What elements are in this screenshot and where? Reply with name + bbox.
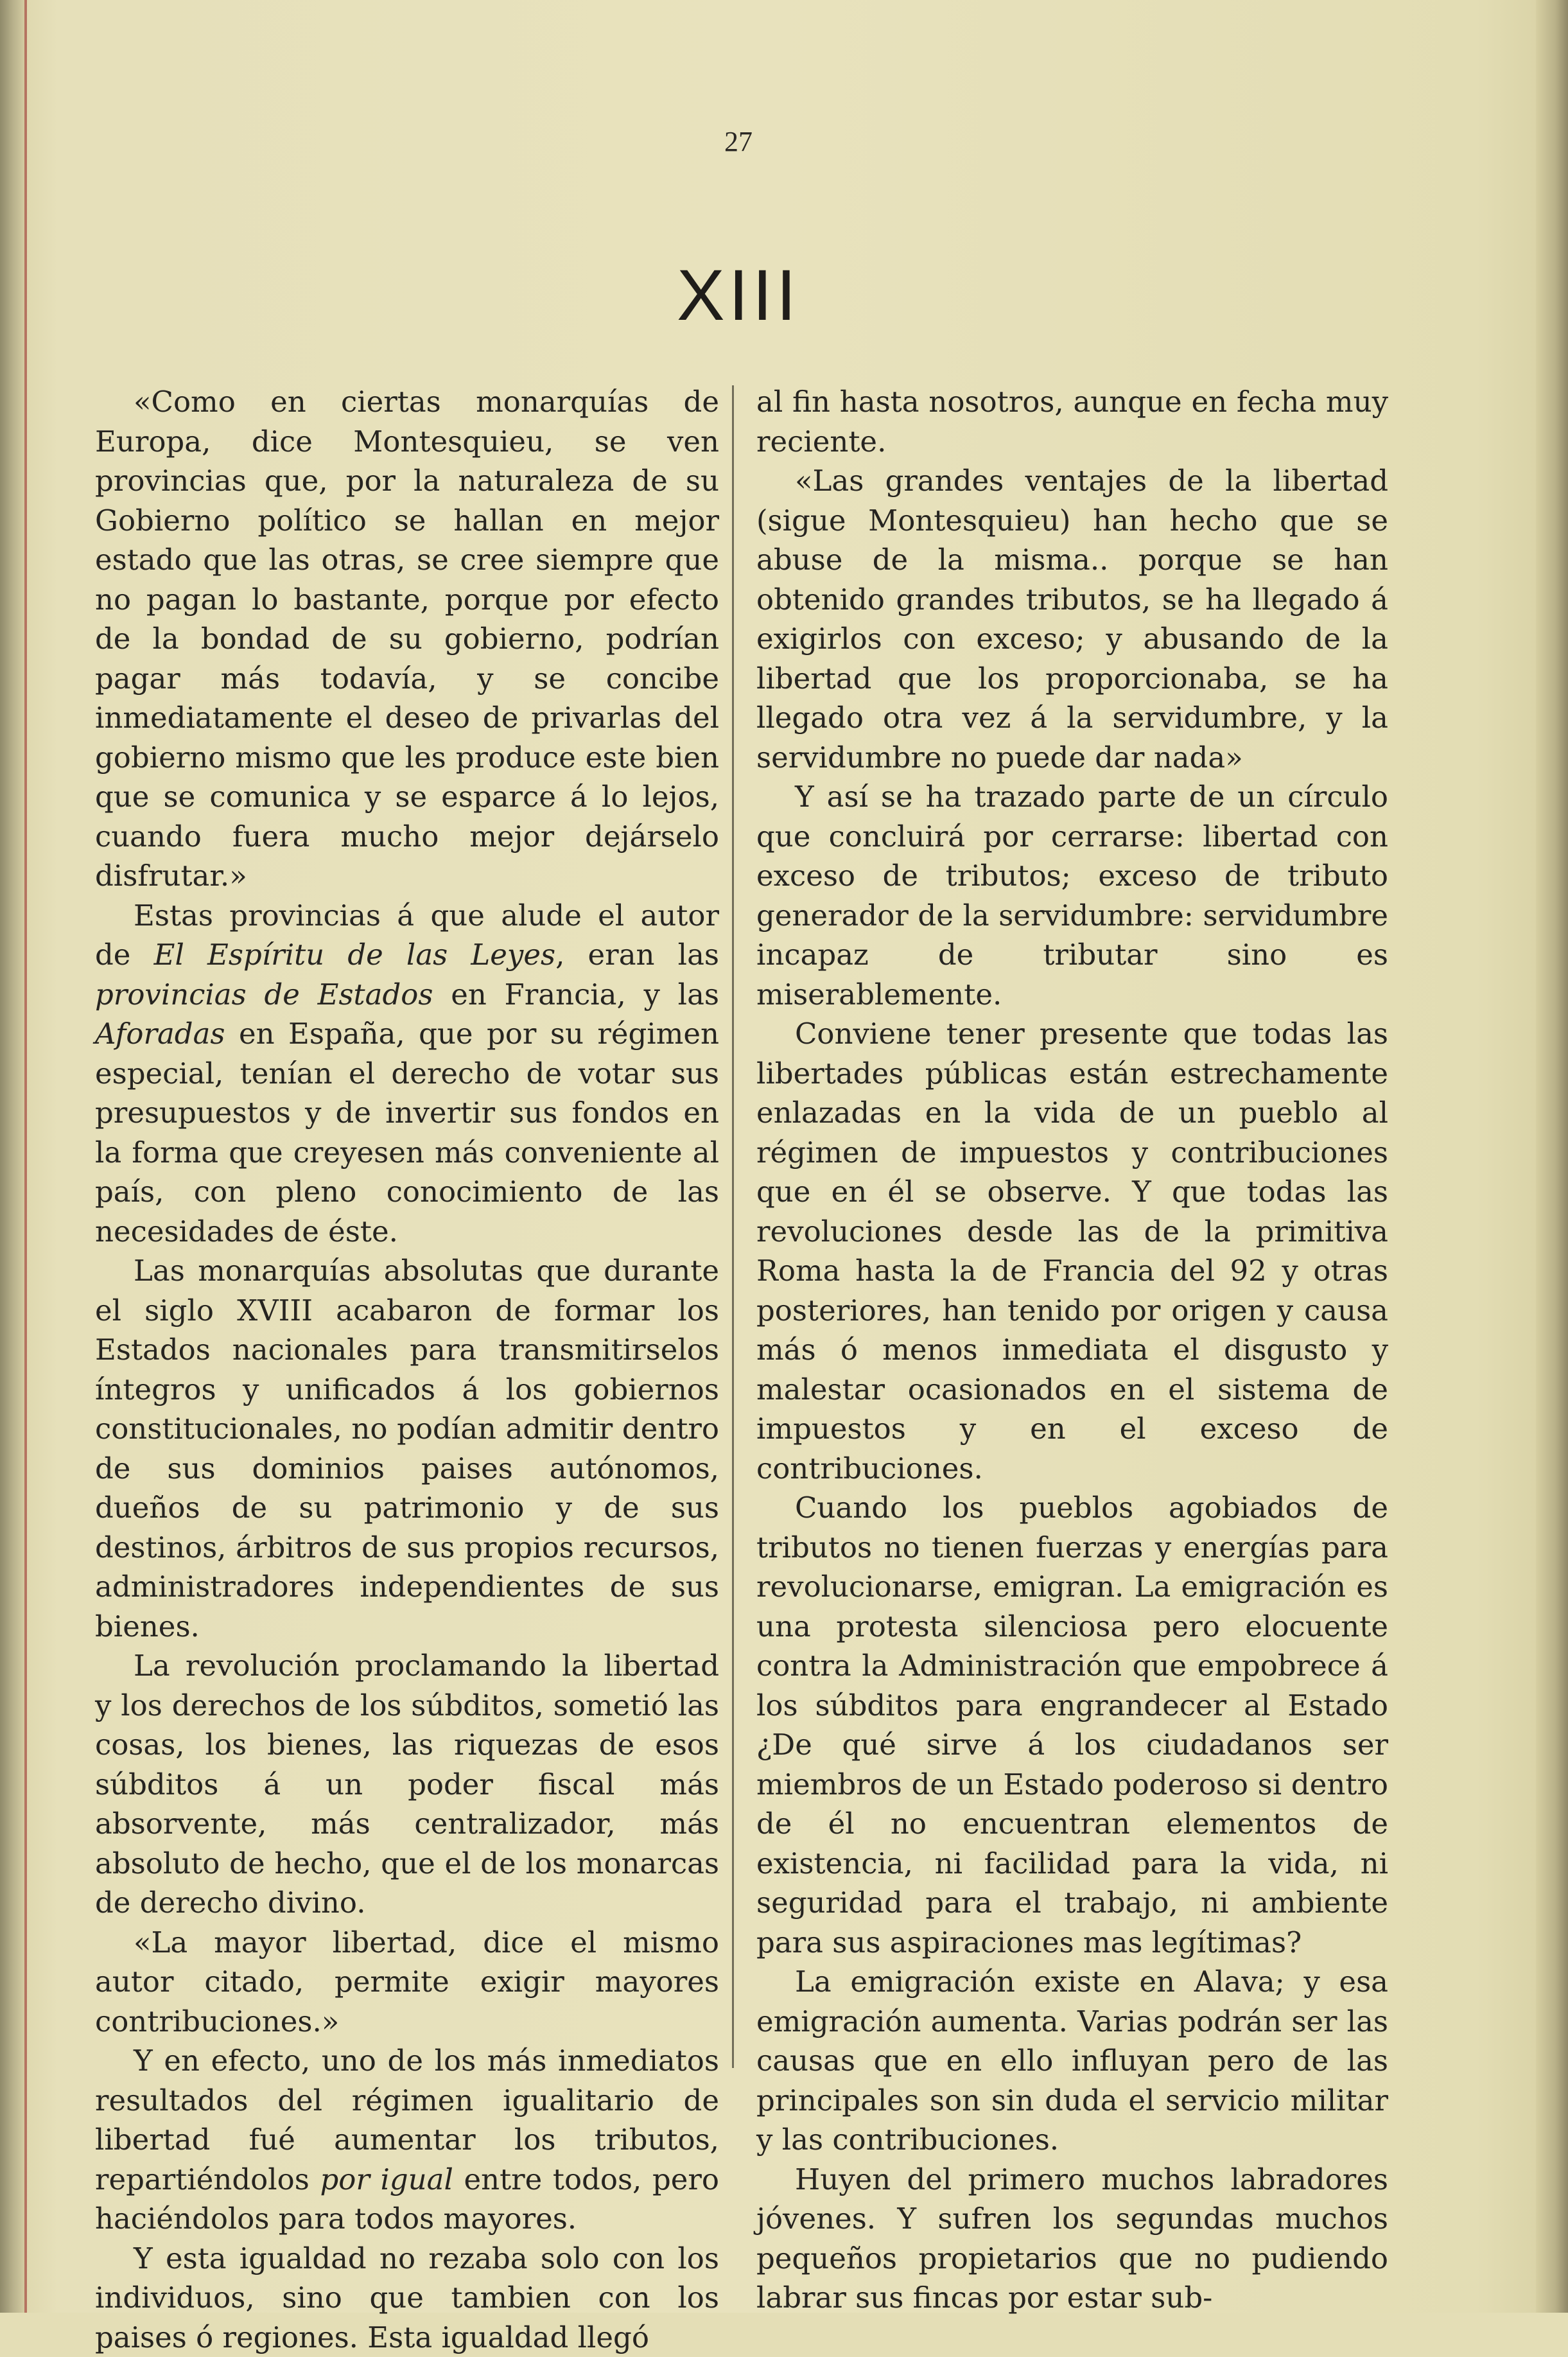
paragraph: «Las grandes ventajes de la libertad (sigue Montesquieu) han hecho que se abuse de la misma.. porque se han obtenido grandes tributos, se ha llegado á exigirlos con exceso; y abusando de la libertad que los proporcionaba, se ha llegado otra vez á la servidumbre, y la servidumbre no puede dar nada» <box>756 461 1388 777</box>
paragraph <box>95 896 719 1252</box>
paragraph: Y esta igualdad no rezaba solo con los individuos, sino que tambien con los paises ó regiones. Esta igualdad llegó <box>95 2239 719 2357</box>
paragraph: Y así se ha trazado parte de un círculo que concluirá por cerrarse: libertad con exceso de tributos; exceso de tributo generador de la servidumbre: servidumbre incapaz de tributar sino es miserablemente. <box>756 777 1388 1014</box>
text-run: en Francia, y las <box>433 977 719 1012</box>
text-run: , eran las <box>555 938 719 972</box>
paragraph: «Como en ciertas monarquías de Europa, dice Montesquieu, se ven provincias que, por la naturaleza de su Gobierno político se hallan en mejor estado que las otras, se cree siempre que no pagan lo bastante, porque por efecto de la bondad de su gobierno, podrían pagar más todavía, y se concibe inmediatamente el deseo de privarlas del gobierno mismo que les produce este bien que se comunica y se esparce á lo lejos, cuando fuera mucho mejor dejárselo disfrutar.» <box>95 382 719 896</box>
text-run: Y en efecto, uno de los más inmediatos resultados del régimen igualitario de libertad fué aumentar los tributos, repartiéndolos <box>95 2044 719 2196</box>
page-edge-shadow <box>1536 0 1568 2313</box>
paragraph: Huyen del primero muchos labradores jóvenes. Y sufren los segundas muchos pequeños propietarios que no pudiendo labrar sus fincas por estar sub- <box>756 2160 1388 2318</box>
emphasis: provincias de Estados <box>95 977 433 1012</box>
margin-rule <box>24 0 27 2313</box>
paragraph <box>95 2041 719 2239</box>
text-run: Estas provincias á que alude el autor de <box>95 898 719 972</box>
paragraph: «La mayor libertad, dice el mismo autor citado, permite exigir mayores contribuciones.» <box>95 1923 719 2042</box>
emphasis: Aforadas <box>95 1017 225 1051</box>
paragraph: La revolución proclamando la libertad y los derechos de los súbditos, sometió las cosas, los bienes, las riquezas de esos súbditos á un poder fiscal más absorvente, más centralizador, más absoluto de hecho, que el de los monarcas de derecho divino. <box>95 1646 719 1923</box>
chapter-title: XIII <box>629 254 848 337</box>
book-binding-shadow <box>0 0 27 2313</box>
text-run: entre todos, pero haciéndolos para todos mayores. <box>95 2162 719 2236</box>
emphasis: por igual <box>320 2162 453 2196</box>
left-column <box>95 382 719 2357</box>
text-run: en España, que por su régimen especial, tenían el derecho de votar sus presupuestos y de invertir sus fondos en la forma que creyesen más conveniente al país, con pleno conocimiento de las necesidades de éste. <box>95 1017 719 1249</box>
paragraph: La emigración existe en Alava; y esa emigración aumenta. Varias podrán ser las causas que en ello influyan pero de las principales son sin duda el servicio militar y las contribuciones. <box>756 1962 1388 2160</box>
column-divider <box>732 385 734 2068</box>
paragraph: Cuando los pueblos agobiados de tributos no tienen fuerzas y energías para revolucionarse, emigran. La emigración es una protesta silenciosa pero elocuente contra la Administración que empobrece á los súbditos para engrandecer al Estado ¿De qué sirve á los ciudadanos ser miembros de un Estado poderoso si dentro de él no encuentran elementos de existencia, ni facilidad para la vida, ni seguridad para el trabajo, ni ambiente para sus aspiraciones mas legítimas? <box>756 1488 1388 1962</box>
right-column <box>756 382 1388 2318</box>
book-title: El Espíritu de las Leyes <box>154 938 555 972</box>
page-number: 27 <box>693 125 783 158</box>
paragraph: Las monarquías absolutas que durante el siglo XVIII acabaron de formar los Estados nacionales para transmitirselos íntegros y unificados á los gobiernos constitucionales, no podían admitir dentro de sus dominios paises autónomos, dueños de su patrimonio y de sus destinos, árbitros de sus propios recursos, administradores independientes de sus bienes. <box>95 1251 719 1646</box>
paragraph: al fin hasta nosotros, aunque en fecha muy reciente. <box>756 382 1388 461</box>
paragraph: Conviene tener presente que todas las libertades públicas están estrechamente enlazadas en la vida de un pueblo al régimen de impuestos y contribuciones que en él se observe. Y que todas las revoluciones desde las de la primitiva Roma hasta la de Francia del 92 y otras posteriores, han tenido por origen y causa más ó menos inmediata el disgusto y malestar ocasionados en el sistema de impuestos y en el exceso de contribuciones. <box>756 1014 1388 1488</box>
